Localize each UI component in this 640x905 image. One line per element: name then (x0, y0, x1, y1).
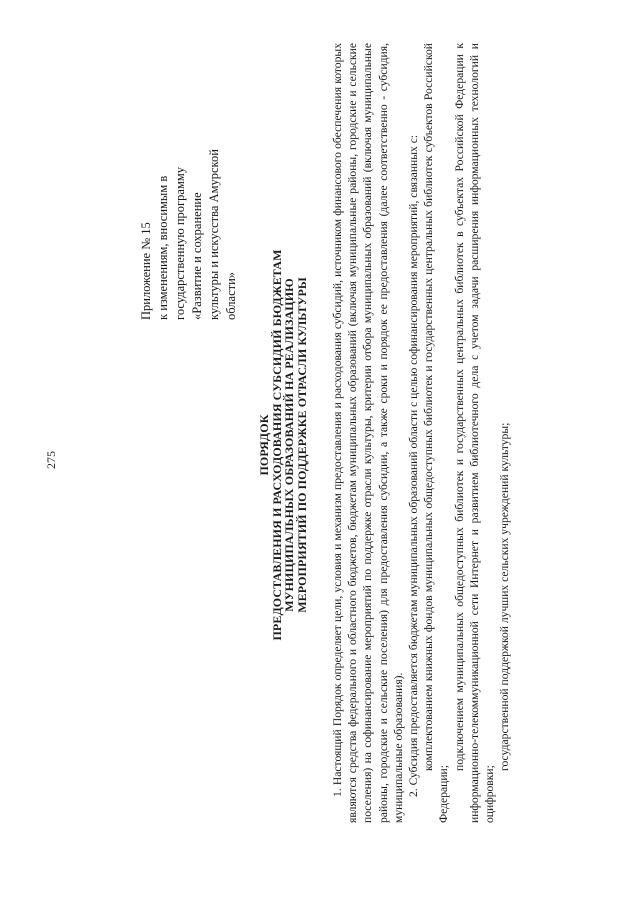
title-line: ПОРЯДОК (257, 414, 271, 476)
appendix-line: культуры и искусства Амурской (207, 149, 221, 320)
title-line: МЕРОПРИЯТИЙ ПО ПОДДЕРЖКЕ ОТРАСЛИ КУЛЬТУРЫ (294, 277, 309, 613)
appendix-header (138, 80, 240, 320)
appendix-line: области» (224, 271, 238, 320)
document-title (258, 95, 308, 795)
list-item-book-funds: комплектованием книжных фондов муниципальных общедоступных библиотек и государственных центральных библиотек субъектов Российской Федерации; (422, 43, 451, 823)
appendix-line: государственную программу (173, 166, 187, 320)
document-body (330, 43, 512, 823)
title-line: МУНИЦИПАЛЬНЫХ ОБРАЗОВАНИЙ НА РЕАЛИЗАЦИЮ (282, 278, 296, 612)
list-item-rural-institutions: государственной поддержкой лучших сельских учреждений культуры; (498, 422, 512, 771)
appendix-line: Приложение № 15 (139, 222, 153, 320)
paragraph-2: 2. Субсидия предоставляется бюджетам муниципальных образований области с целью софинансирования мероприятий, связанных с: (407, 134, 421, 797)
appendix-line: «Развитие и сохранение (190, 192, 204, 320)
page-number: 275 (44, 451, 58, 469)
appendix-line: к изменениям, вносимым в (156, 175, 170, 320)
paragraph-1: 1. Настоящий Порядок определяет цели, условия и механизм предоставления и расходования субсидий, источником финансового обеспечения которых являются средства федерального и областного бюджетов, бюджетам муниципальных образований (включая муниципальные районы, городские и сельские поселения) на софинансирование мероприятий по поддержке отрасли культуры, критерии отбора муниципальных образований (включая муниципальные районы, городские и сельские поселения) для предоставления субсидии, а также сроки и порядок ее предоставления (далее соответственно - субсидия, муниципальные образования). (331, 43, 405, 823)
list-item-internet-connection: подключением муниципальных общедоступных библиотек и государственных центральных библиотек в субъектах Российской Федерации к информационно-телекоммуникационной сети Интернет и развитием библиотечного дела с учетом задачи расширения информационных технологий и оцифровки; (452, 43, 497, 823)
title-line: ПРЕДОСТАВЛЕНИЯ И РАСХОДОВАНИЯ СУБСИДИЙ БЮДЖЕТАМ (269, 249, 284, 641)
